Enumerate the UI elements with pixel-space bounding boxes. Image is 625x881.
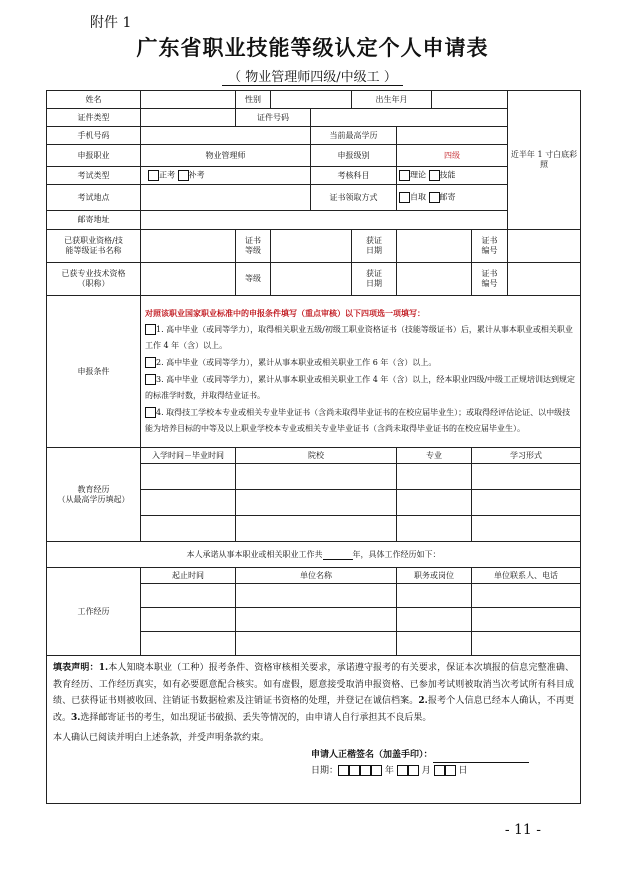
gender-label: 性别 [236,91,271,109]
address-field[interactable] [141,211,508,230]
subject-opt2: 技能 [439,170,456,180]
work-cell[interactable] [472,584,581,608]
conditions-content [141,296,581,448]
declaration-heading: 填表声明： [53,663,99,673]
phone-label: 手机号码 [47,127,141,145]
conditions-intro: 对照该职业国家职业标准中的申报条件填写（重点审核）以下四项选一项填写： [145,308,425,319]
qual-obtain-word: 获证 [366,236,382,245]
page-number: - 11 - [504,822,541,838]
condition-text-3: 3. 高中毕业（或同等学力），累计从事本职业或相关职业工作 4 年（含）以上，经本职业四级/中级工正规培训达到规定的标准学时数，并取得结业证书。 [145,374,576,401]
prof-label-line1: 已获专业技术资格 [61,269,126,278]
level-label: 申报级别 [311,145,397,167]
checkbox-mail[interactable] [429,192,440,203]
qual-level-field[interactable] [271,230,352,263]
location-field[interactable] [141,185,311,211]
qual-level-word: 等级 [245,246,261,255]
subject-label: 考核科目 [311,167,397,185]
form-subtitle [0,66,625,85]
edu-header-mode: 学习形式 [472,448,581,464]
qual-number-word: 编号 [481,246,498,255]
edu-cell[interactable] [397,464,472,490]
checkbox-condition-2[interactable] [145,357,156,368]
edu-cell[interactable] [472,464,581,490]
exam-type-label: 考试类型 [47,167,141,185]
edu-cell[interactable] [472,516,581,542]
prof-obtain-word: 获证 [366,269,382,278]
gender-field[interactable] [271,91,352,109]
edu-cell[interactable] [236,490,397,516]
qual-certno-word: 证书 [481,236,498,245]
checkbox-makeup-exam[interactable] [178,170,189,181]
work-cell[interactable] [236,608,397,632]
checkbox-condition-3[interactable] [145,374,156,385]
prof-number-word: 编号 [481,279,498,288]
condition-item-3 [145,372,576,405]
edu-header-school: 院校 [236,448,397,464]
declaration-text-1: 本人知晓本职业（工种）报考条件、资格审核相关要求，承诺遵守报考的有关要求，保证本次填报的信息完整准确、教育经历、工作经历真实，如有必要愿意配合核实。如有虚假，愿意接受取消申报资格、已参加考试则被取消当次考试所有科目成绩、已获得证书则被收回、注销证书数据检索及注销证书资格的处理，并登记在诚信档案。 [53,663,574,706]
qual-cert-level-label [236,230,271,263]
form-title: 广东省职业技能等级认定个人申请表 [136,36,489,60]
work-cell[interactable] [397,632,472,656]
commitment-suffix: 年，具体工作经历如下： [352,549,441,559]
id-number-label: 证件号码 [236,109,311,127]
occupation-label: 申报职业 [47,145,141,167]
condition-text-4: 4. 取得技工学校本专业或相关专业毕业证书（含尚未取得毕业证书的在校应届毕业生）；或取得经评估论证、以中级技能为培养目标的中等及以上职业学校本专业或相关专业毕业证书（含尚未取得毕业证书的在校应届毕业生）。 [145,407,571,434]
prof-label-line2: （职称） [77,279,110,288]
edu-header-period: 入学时间－毕业时间 [141,448,236,464]
level-value: 四级 [397,145,508,167]
signature-label: 申请人正楷签名（加盖手印）： [311,749,433,760]
location-label: 考试地点 [47,185,141,211]
professional-title-field[interactable] [141,263,236,296]
edu-cell[interactable] [236,464,397,490]
declaration-n2: 2. [418,696,428,706]
condition-text-1: 1. 高中毕业（或同等学力），取得相关职业五级/初级工职业资格证书（技能等级证书）后，累计从事本职业或相关职业工作 4 年（含）以上。 [145,324,573,351]
checkbox-condition-1[interactable] [145,324,156,335]
years-blank[interactable] [323,551,353,560]
date-label: 日期： [311,766,339,776]
prof-date-label [352,263,397,296]
qualification-label [47,230,141,263]
edu-cell[interactable] [141,464,236,490]
year-digit-box[interactable] [371,765,382,776]
work-header-company: 单位名称 [236,568,397,584]
edu-label-line2: （从最高学历填起） [57,494,130,504]
day-label: 日 [458,766,468,776]
attachment-label: 附件 1 [90,15,132,31]
signature-field[interactable] [433,753,529,763]
work-commitment-row [47,542,581,568]
education-field[interactable] [397,127,508,145]
name-field[interactable] [141,91,236,109]
work-header-contact: 单位联系人、电话 [472,568,581,584]
edu-label-line1: 教育经历 [77,484,110,494]
checkbox-regular-exam[interactable] [148,170,159,181]
qual-date-label [352,230,397,263]
prof-date-word: 日期 [366,279,382,288]
month-label: 月 [421,766,431,776]
birth-field[interactable] [432,91,508,109]
month-digit-box[interactable] [397,765,408,776]
year-digit-box[interactable] [360,765,371,776]
phone-field[interactable] [141,127,311,145]
subtitle-text: （ 物业管理师四级/中级工 ） [222,70,403,86]
name-label: 姓名 [47,91,141,109]
photo-cell[interactable]: 近半年 1 寸白底彩照 [508,91,581,230]
work-cell[interactable] [397,608,472,632]
id-number-field[interactable] [311,109,508,127]
education-label: 当前最高学历 [311,127,397,145]
work-cell[interactable] [141,584,236,608]
prof-number-label [472,263,508,296]
exam-type-options [141,167,311,185]
qual-number-field[interactable] [508,230,581,263]
occupation-value: 物业管理师 [141,145,311,167]
conditions-label: 申报条件 [47,296,141,448]
checkbox-condition-4[interactable] [145,407,156,418]
declaration-confirm: 本人确认已阅读并明白上述条款，并受声明条款约束。 [53,733,270,743]
education-history-label [47,448,141,542]
declaration-section [47,656,581,804]
qual-number-label [472,230,508,263]
birth-label: 出生年月 [352,91,432,109]
prof-certno-word: 证书 [481,269,498,278]
qual-date-field[interactable] [397,230,472,263]
commitment-prefix: 本人承诺从事本职业或相关职业工作共 [186,549,323,559]
year-label: 年 [384,766,394,776]
day-digit-box[interactable] [434,765,445,776]
professional-title-label [47,263,141,296]
declaration-body [53,660,574,726]
cert-opt2: 邮寄 [439,192,456,202]
id-type-field[interactable] [141,109,236,127]
edu-cell[interactable] [141,516,236,542]
cert-method-label: 证书领取方式 [311,185,397,211]
work-header-period: 起止时间 [141,568,236,584]
checkbox-self-pickup[interactable] [399,192,410,203]
edu-header-major: 专业 [397,448,472,464]
work-cell[interactable] [236,584,397,608]
edu-cell[interactable] [472,490,581,516]
qual-date-word: 日期 [366,246,382,255]
condition-item-1 [145,322,576,355]
work-cell[interactable] [397,584,472,608]
condition-item-4 [145,405,576,438]
month-digit-box[interactable] [408,765,419,776]
subject-opt1: 理论 [410,170,426,180]
date-line [53,763,574,780]
cert-method-options [397,185,508,211]
work-history-label: 工作经历 [47,568,141,656]
work-cell[interactable] [472,632,581,656]
edu-cell[interactable] [397,516,472,542]
condition-item-2 [145,355,576,372]
qual-cert-word: 证书 [245,236,261,245]
address-label: 邮寄地址 [47,211,141,230]
work-header-position: 职务或岗位 [397,568,472,584]
checkbox-theory[interactable] [399,170,410,181]
cert-opt1: 自取 [410,192,426,202]
prof-number-field[interactable] [508,263,581,296]
day-digit-box[interactable] [445,765,456,776]
year-digit-box[interactable] [338,765,349,776]
edu-cell[interactable] [397,490,472,516]
signature-line [53,747,574,764]
declaration-text-3: 选择邮寄证书的考生，如出现证书破损、丢失等情况的，由申请人自行承担其不良后果。 [80,712,432,723]
exam-type-opt2: 补考 [188,170,205,180]
id-type-label: 证件类型 [47,109,141,127]
qualification-name-field[interactable] [141,230,236,263]
subject-options [397,167,508,185]
prof-level-label: 等级 [236,263,271,296]
qualification-label-line2: 能等级证书名称 [65,246,122,255]
declaration-n1: 1. [98,663,109,673]
edu-cell[interactable] [141,490,236,516]
declaration-n3: 3. [71,712,81,723]
checkbox-skill[interactable] [429,170,440,181]
work-cell[interactable] [141,608,236,632]
work-cell[interactable] [141,632,236,656]
prof-level-field[interactable] [271,263,352,296]
work-cell[interactable] [472,608,581,632]
exam-type-opt1: 正考 [159,170,176,180]
qualification-label-line1: 已获职业资格/技 [64,236,123,245]
condition-text-2: 2. 高中毕业（或同等学力），累计从事本职业或相关职业工作 6 年（含）以上。 [156,357,437,367]
prof-date-field[interactable] [397,263,472,296]
work-cell[interactable] [236,632,397,656]
edu-cell[interactable] [236,516,397,542]
application-form-table [46,90,581,804]
year-digit-box[interactable] [349,765,360,776]
declaration-text-2: 报考个人信息已经本人确认，不再更改。 [53,696,574,723]
